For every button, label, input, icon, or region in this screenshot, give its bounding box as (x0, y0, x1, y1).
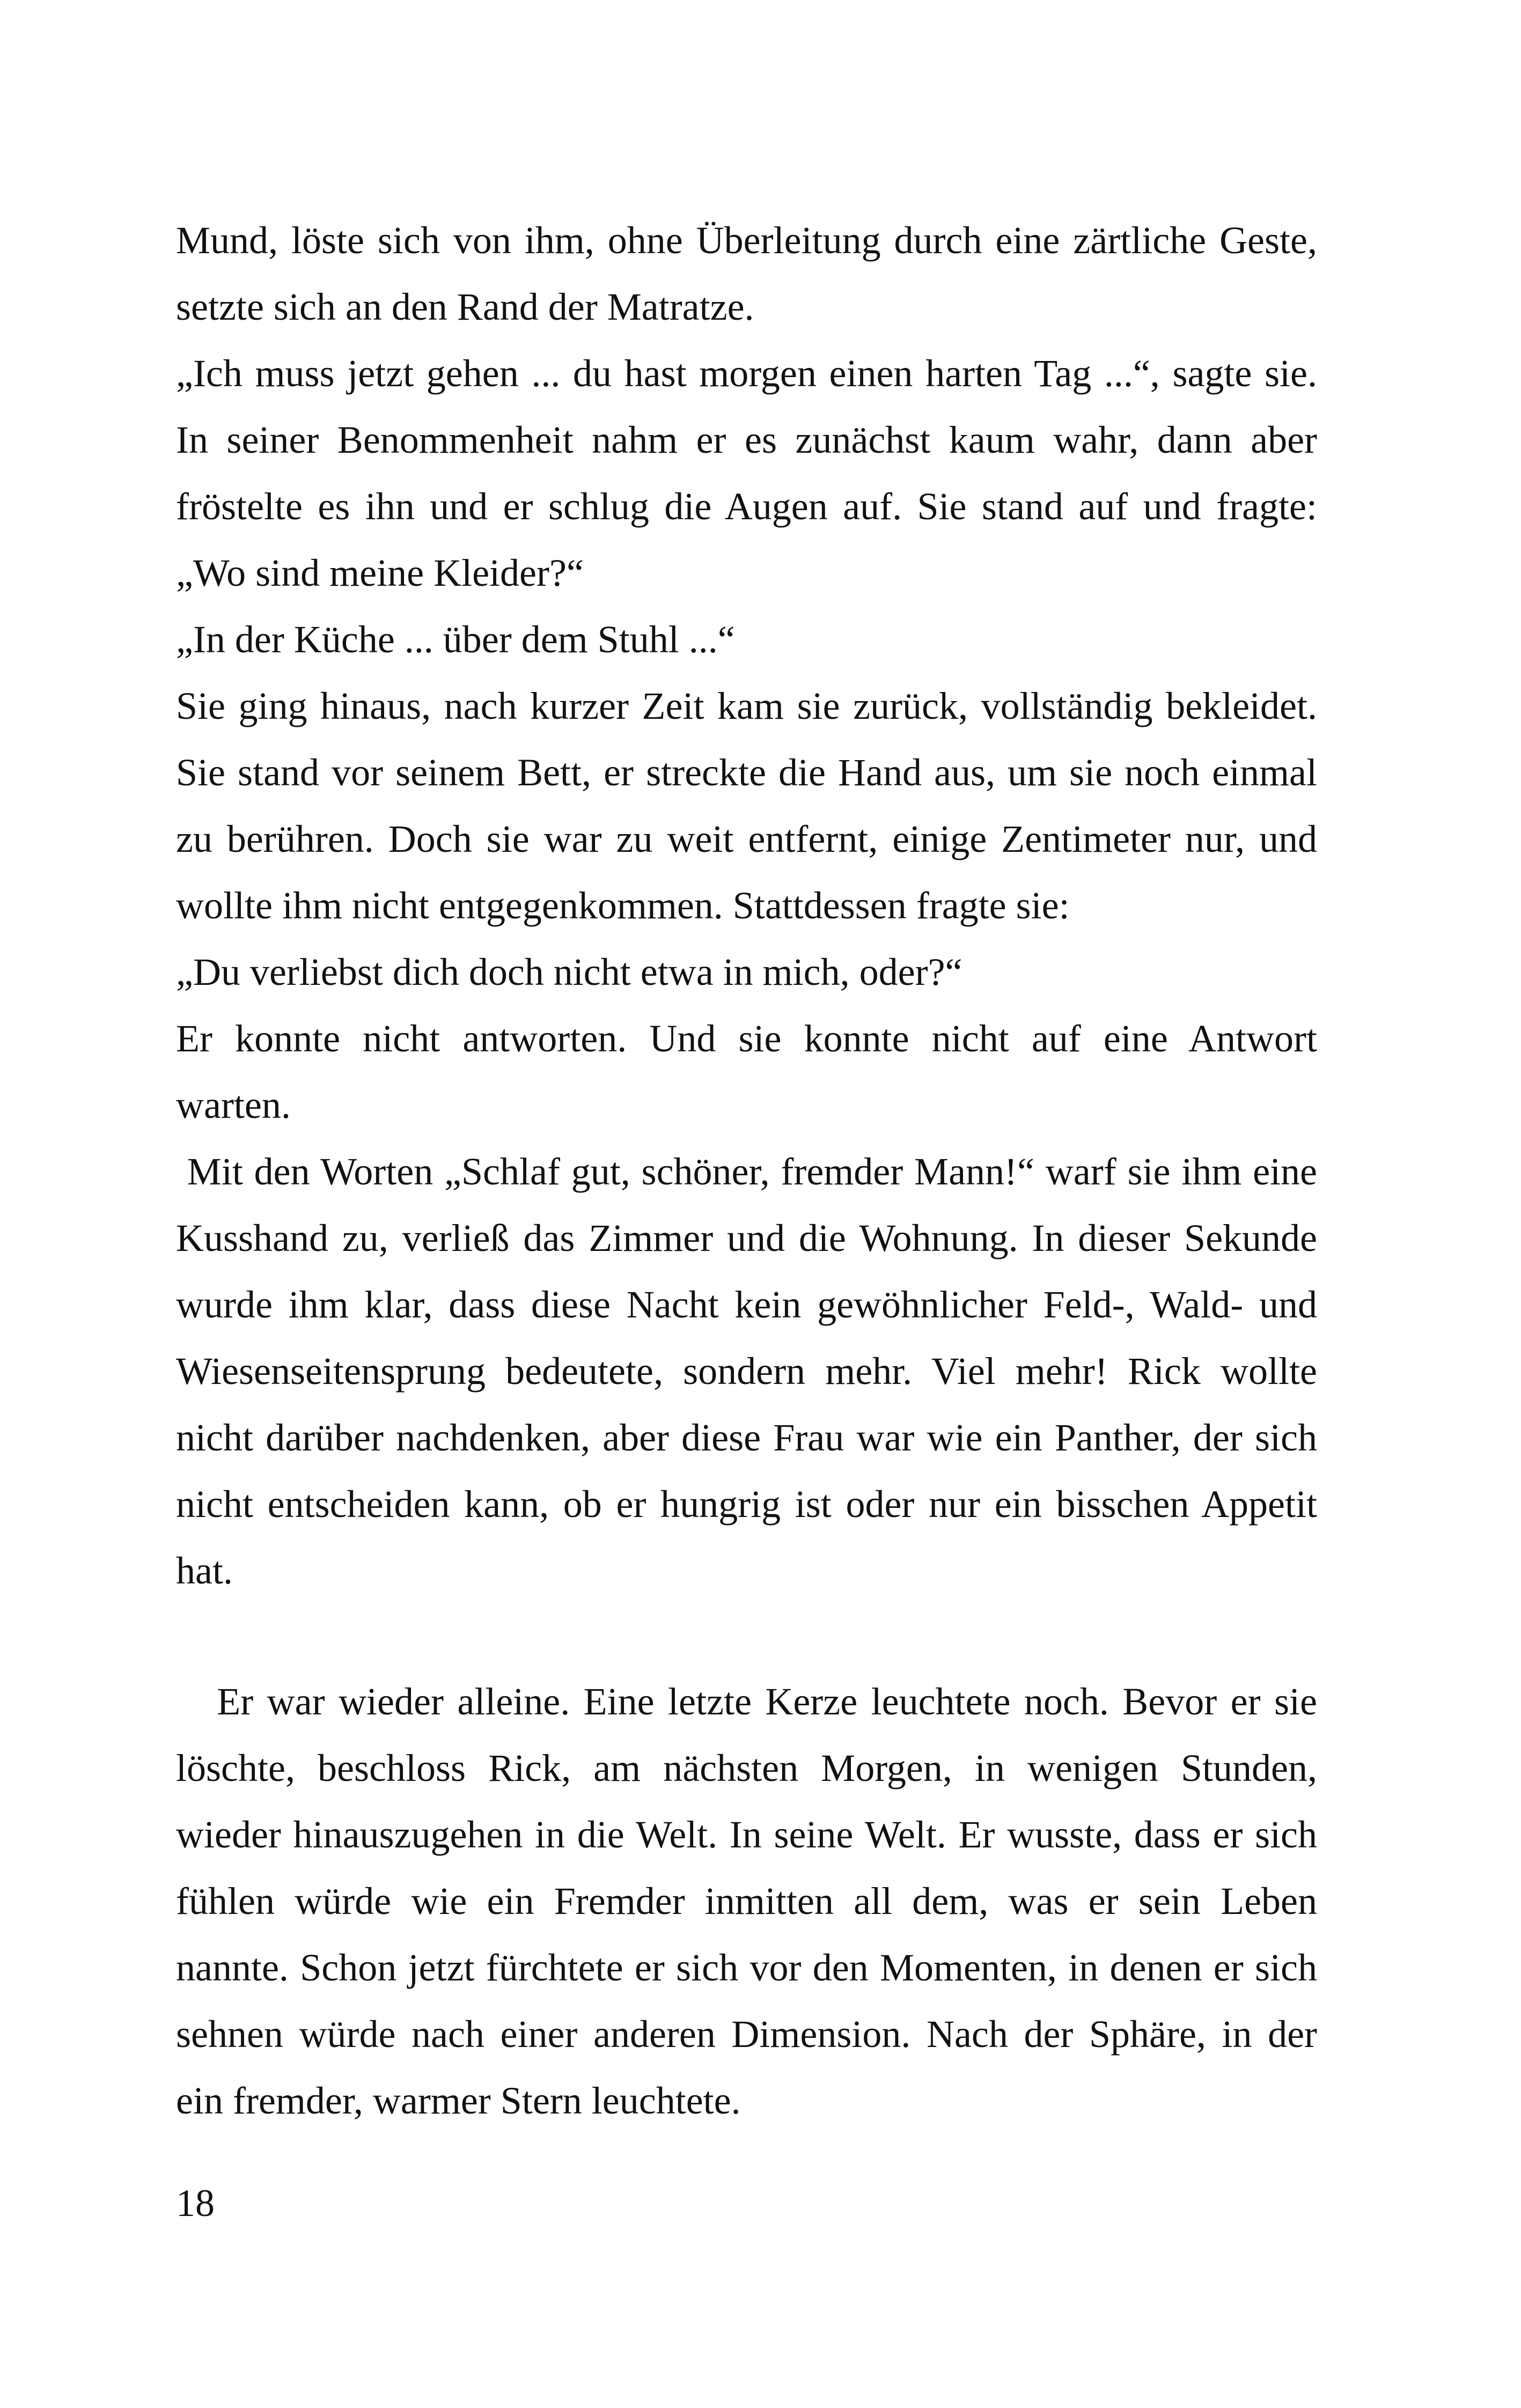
text-line: wurde ihm klar, dass diese Nacht kein gewöhnlicher Feld-, Wald- und (176, 1283, 1317, 1326)
text-line: wieder hinauszugehen in die Welt. In seine Welt. Er wusste, dass er sich (176, 1813, 1317, 1856)
text-line: wollte ihm nicht entgegenkommen. Stattdessen fragte sie: (176, 884, 1070, 927)
text-line: „Ich muss jetzt gehen ... du hast morgen einen harten Tag ...“, sagte sie. (176, 352, 1317, 395)
text-line: Kusshand zu, verließ das Zimmer und die Wohnung. In dieser Sekunde (176, 1217, 1317, 1260)
text-line: „In der Küche ... über dem Stuhl ...“ (176, 618, 735, 661)
text-line: nicht entscheiden kann, ob er hungrig ist oder nur ein bisschen Appetit (176, 1483, 1317, 1526)
text-line: Sie ging hinaus, nach kurzer Zeit kam sie zurück, vollständig bekleidet. (176, 684, 1317, 727)
text-line: Wiesenseitensprung bedeutete, sondern mehr. Viel mehr! Rick wollte (176, 1350, 1317, 1393)
text-line: Mund, löste sich von ihm, ohne Überleitung durch eine zärtliche Geste, (176, 219, 1317, 262)
text-line: sehnen würde nach einer anderen Dimension. Nach der Sphäre, in der (176, 2013, 1317, 2056)
text-line: „Wo sind meine Kleider?“ (176, 551, 584, 594)
paragraph-2 (176, 1668, 1317, 2134)
text-line: löschte, beschloss Rick, am nächsten Morgen, in wenigen Stunden, (176, 1747, 1317, 1790)
text-line: nannte. Schon jetzt fürchtete er sich vor den Momenten, in denen er sich (176, 1946, 1317, 1989)
text-line: ein fremder, warmer Stern leuchtete. (176, 2079, 741, 2122)
paragraph-1 (176, 207, 1317, 1604)
text-line: nicht darüber nachdenken, aber diese Frau war wie ein Panther, der sich (176, 1416, 1317, 1459)
text-line: fühlen würde wie ein Fremder inmitten all dem, was er sein Leben (176, 1880, 1317, 1923)
text-line: fröstelte es ihn und er schlug die Augen auf. Sie stand auf und fragte: (176, 485, 1317, 528)
text-line: warten. (176, 1084, 291, 1126)
text-line: Mit den Worten „Schlaf gut, schöner, fremder Mann!“ warf sie ihm eine (176, 1150, 1317, 1193)
text-line: Sie stand vor seinem Bett, er streckte die Hand aus, um sie noch einmal (176, 751, 1317, 794)
text-line: Er war wieder alleine. Eine letzte Kerze leuchtete noch. Bevor er sie (176, 1680, 1317, 1723)
text-line: hat. (176, 1549, 233, 1592)
text-line: setzte sich an den Rand der Matratze. (176, 285, 754, 328)
text-line: Er konnte nicht antworten. Und sie konnte nicht auf eine Antwort (176, 1017, 1317, 1060)
page-number: 18 (176, 2182, 215, 2225)
text-line: „Du verliebst dich doch nicht etwa in mich, oder?“ (176, 951, 962, 993)
text-line: In seiner Benommenheit nahm er es zunächst kaum wahr, dann aber (176, 418, 1317, 461)
text-line: zu berühren. Doch sie war zu weit entfernt, einige Zentimeter nur, und (176, 818, 1317, 860)
